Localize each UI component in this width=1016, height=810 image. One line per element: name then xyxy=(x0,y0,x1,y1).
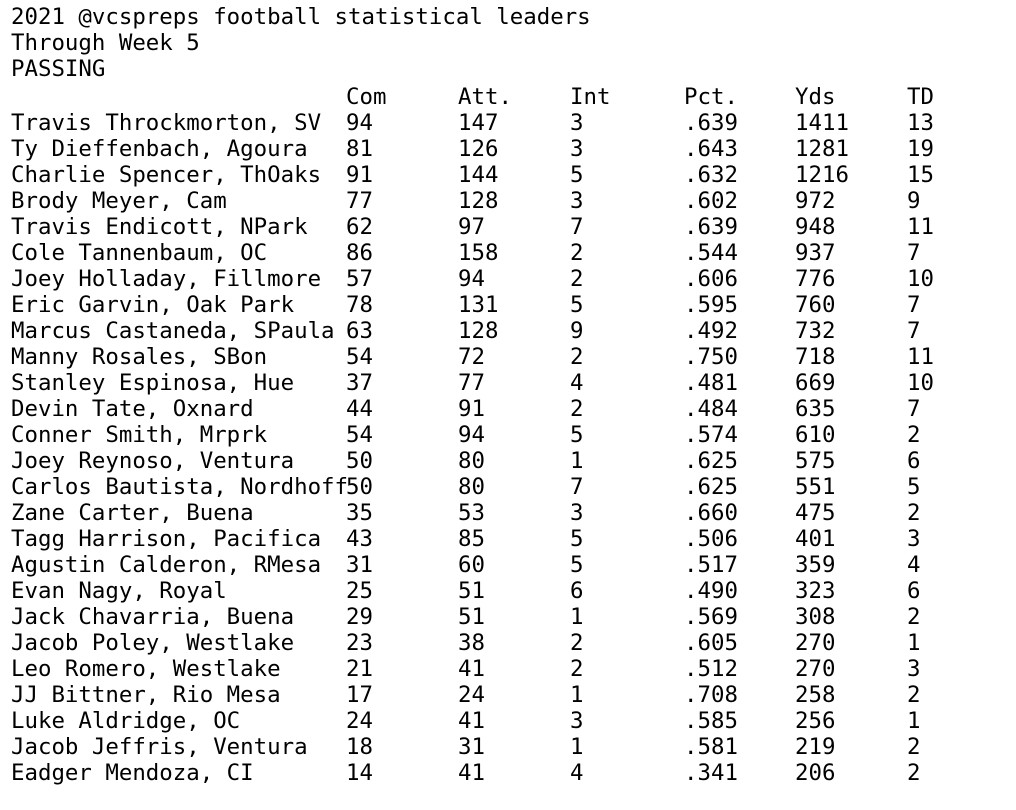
yds-cell: 718 xyxy=(795,344,836,370)
player-cell: Agustin Calderon, RMesa xyxy=(11,552,322,578)
int-cell: 1 xyxy=(570,604,584,630)
int-cell: 5 xyxy=(570,526,584,552)
pct-cell: .506 xyxy=(684,526,738,552)
com-cell: 44 xyxy=(346,396,373,422)
section-title: PASSING xyxy=(11,56,106,82)
page-subtitle: Through Week 5 xyxy=(11,30,200,56)
pct-cell: .544 xyxy=(684,240,738,266)
td-cell: 1 xyxy=(907,630,921,656)
pct-cell: .581 xyxy=(684,734,738,760)
td-cell: 13 xyxy=(907,110,934,136)
att-cell: 131 xyxy=(458,292,499,318)
int-cell: 4 xyxy=(570,370,584,396)
yds-cell: 948 xyxy=(795,214,836,240)
passing-stats-table xyxy=(0,84,1016,786)
com-cell: 35 xyxy=(346,500,373,526)
yds-cell: 1411 xyxy=(795,110,849,136)
td-cell: 10 xyxy=(907,370,934,396)
player-cell: Travis Throckmorton, SV xyxy=(11,110,322,136)
yds-cell: 635 xyxy=(795,396,836,422)
att-cell: 24 xyxy=(458,682,485,708)
yds-cell: 776 xyxy=(795,266,836,292)
table-row xyxy=(0,526,1016,552)
td-cell: 19 xyxy=(907,136,934,162)
player-cell: Eadger Mendoza, CI xyxy=(11,760,254,786)
column-header-td: TD xyxy=(907,84,934,110)
yds-cell: 206 xyxy=(795,760,836,786)
pct-cell: .606 xyxy=(684,266,738,292)
pct-cell: .585 xyxy=(684,708,738,734)
yds-cell: 270 xyxy=(795,656,836,682)
player-cell: Zane Carter, Buena xyxy=(11,500,254,526)
column-header-int: Int xyxy=(570,84,611,110)
att-cell: 53 xyxy=(458,500,485,526)
int-cell: 5 xyxy=(570,552,584,578)
player-cell: Tagg Harrison, Pacifica xyxy=(11,526,322,552)
column-header-att: Att. xyxy=(458,84,512,110)
int-cell: 7 xyxy=(570,214,584,240)
pct-cell: .639 xyxy=(684,110,738,136)
td-cell: 5 xyxy=(907,474,921,500)
td-cell: 6 xyxy=(907,578,921,604)
table-row xyxy=(0,266,1016,292)
player-cell: Jack Chavarria, Buena xyxy=(11,604,295,630)
com-cell: 91 xyxy=(346,162,373,188)
com-cell: 50 xyxy=(346,474,373,500)
table-row xyxy=(0,500,1016,526)
pct-cell: .341 xyxy=(684,760,738,786)
player-cell: Manny Rosales, SBon xyxy=(11,344,268,370)
td-cell: 3 xyxy=(907,656,921,682)
com-cell: 43 xyxy=(346,526,373,552)
yds-cell: 1216 xyxy=(795,162,849,188)
att-cell: 60 xyxy=(458,552,485,578)
td-cell: 11 xyxy=(907,344,934,370)
att-cell: 147 xyxy=(458,110,499,136)
td-cell: 2 xyxy=(907,422,921,448)
att-cell: 85 xyxy=(458,526,485,552)
pct-cell: .517 xyxy=(684,552,738,578)
att-cell: 91 xyxy=(458,396,485,422)
com-cell: 81 xyxy=(346,136,373,162)
td-cell: 7 xyxy=(907,240,921,266)
table-row xyxy=(0,552,1016,578)
player-cell: Stanley Espinosa, Hue xyxy=(11,370,295,396)
table-row xyxy=(0,370,1016,396)
yds-cell: 760 xyxy=(795,292,836,318)
td-cell: 2 xyxy=(907,604,921,630)
int-cell: 2 xyxy=(570,266,584,292)
att-cell: 158 xyxy=(458,240,499,266)
player-cell: Brody Meyer, Cam xyxy=(11,188,227,214)
com-cell: 54 xyxy=(346,422,373,448)
td-cell: 7 xyxy=(907,396,921,422)
int-cell: 2 xyxy=(570,396,584,422)
td-cell: 2 xyxy=(907,500,921,526)
player-cell: Joey Holladay, Fillmore xyxy=(11,266,322,292)
att-cell: 97 xyxy=(458,214,485,240)
int-cell: 9 xyxy=(570,318,584,344)
player-cell: Devin Tate, Oxnard xyxy=(11,396,254,422)
yds-cell: 475 xyxy=(795,500,836,526)
table-row xyxy=(0,682,1016,708)
table-row xyxy=(0,136,1016,162)
att-cell: 94 xyxy=(458,266,485,292)
player-cell: Marcus Castaneda, SPaula xyxy=(11,318,335,344)
table-row xyxy=(0,708,1016,734)
td-cell: 7 xyxy=(907,318,921,344)
yds-cell: 219 xyxy=(795,734,836,760)
com-cell: 77 xyxy=(346,188,373,214)
yds-cell: 401 xyxy=(795,526,836,552)
pct-cell: .750 xyxy=(684,344,738,370)
yds-cell: 359 xyxy=(795,552,836,578)
int-cell: 3 xyxy=(570,110,584,136)
yds-cell: 937 xyxy=(795,240,836,266)
att-cell: 126 xyxy=(458,136,499,162)
int-cell: 2 xyxy=(570,656,584,682)
column-header-com: Com xyxy=(346,84,387,110)
att-cell: 128 xyxy=(458,188,499,214)
td-cell: 2 xyxy=(907,682,921,708)
table-row xyxy=(0,474,1016,500)
att-cell: 144 xyxy=(458,162,499,188)
player-cell: Joey Reynoso, Ventura xyxy=(11,448,295,474)
int-cell: 1 xyxy=(570,734,584,760)
table-header-row xyxy=(0,84,1016,110)
com-cell: 54 xyxy=(346,344,373,370)
int-cell: 1 xyxy=(570,448,584,474)
pct-cell: .490 xyxy=(684,578,738,604)
td-cell: 15 xyxy=(907,162,934,188)
td-cell: 1 xyxy=(907,708,921,734)
com-cell: 18 xyxy=(346,734,373,760)
att-cell: 41 xyxy=(458,656,485,682)
int-cell: 5 xyxy=(570,422,584,448)
com-cell: 57 xyxy=(346,266,373,292)
pct-cell: .574 xyxy=(684,422,738,448)
com-cell: 23 xyxy=(346,630,373,656)
com-cell: 86 xyxy=(346,240,373,266)
td-cell: 9 xyxy=(907,188,921,214)
pct-cell: .595 xyxy=(684,292,738,318)
pct-cell: .602 xyxy=(684,188,738,214)
yds-cell: 732 xyxy=(795,318,836,344)
table-row xyxy=(0,292,1016,318)
yds-cell: 323 xyxy=(795,578,836,604)
com-cell: 78 xyxy=(346,292,373,318)
yds-cell: 575 xyxy=(795,448,836,474)
table-row xyxy=(0,396,1016,422)
yds-cell: 258 xyxy=(795,682,836,708)
com-cell: 25 xyxy=(346,578,373,604)
yds-cell: 551 xyxy=(795,474,836,500)
pct-cell: .625 xyxy=(684,448,738,474)
yds-cell: 270 xyxy=(795,630,836,656)
player-cell: Carlos Bautista, Nordhoff xyxy=(11,474,349,500)
td-cell: 3 xyxy=(907,526,921,552)
table-row xyxy=(0,344,1016,370)
player-cell: JJ Bittner, Rio Mesa xyxy=(11,682,281,708)
player-cell: Conner Smith, Mrprk xyxy=(11,422,268,448)
int-cell: 7 xyxy=(570,474,584,500)
yds-cell: 256 xyxy=(795,708,836,734)
table-row xyxy=(0,214,1016,240)
pct-cell: .492 xyxy=(684,318,738,344)
table-row xyxy=(0,448,1016,474)
com-cell: 62 xyxy=(346,214,373,240)
int-cell: 3 xyxy=(570,500,584,526)
com-cell: 50 xyxy=(346,448,373,474)
td-cell: 11 xyxy=(907,214,934,240)
att-cell: 72 xyxy=(458,344,485,370)
table-row xyxy=(0,760,1016,786)
com-cell: 29 xyxy=(346,604,373,630)
int-cell: 5 xyxy=(570,292,584,318)
table-row xyxy=(0,604,1016,630)
att-cell: 80 xyxy=(458,474,485,500)
pct-cell: .625 xyxy=(684,474,738,500)
column-header-yds: Yds xyxy=(795,84,836,110)
att-cell: 77 xyxy=(458,370,485,396)
att-cell: 31 xyxy=(458,734,485,760)
att-cell: 38 xyxy=(458,630,485,656)
yds-cell: 610 xyxy=(795,422,836,448)
com-cell: 21 xyxy=(346,656,373,682)
com-cell: 17 xyxy=(346,682,373,708)
att-cell: 51 xyxy=(458,578,485,604)
table-row xyxy=(0,240,1016,266)
table-row xyxy=(0,656,1016,682)
pct-cell: .660 xyxy=(684,500,738,526)
player-cell: Ty Dieffenbach, Agoura xyxy=(11,136,308,162)
column-header-pct: Pct. xyxy=(684,84,738,110)
att-cell: 51 xyxy=(458,604,485,630)
table-row xyxy=(0,162,1016,188)
td-cell: 7 xyxy=(907,292,921,318)
pct-cell: .708 xyxy=(684,682,738,708)
att-cell: 41 xyxy=(458,708,485,734)
int-cell: 2 xyxy=(570,344,584,370)
player-cell: Evan Nagy, Royal xyxy=(11,578,227,604)
pct-cell: .643 xyxy=(684,136,738,162)
table-row xyxy=(0,422,1016,448)
yds-cell: 972 xyxy=(795,188,836,214)
com-cell: 63 xyxy=(346,318,373,344)
att-cell: 80 xyxy=(458,448,485,474)
int-cell: 2 xyxy=(570,240,584,266)
att-cell: 41 xyxy=(458,760,485,786)
player-cell: Eric Garvin, Oak Park xyxy=(11,292,295,318)
pct-cell: .605 xyxy=(684,630,738,656)
int-cell: 3 xyxy=(570,708,584,734)
pct-cell: .639 xyxy=(684,214,738,240)
int-cell: 1 xyxy=(570,682,584,708)
yds-cell: 308 xyxy=(795,604,836,630)
int-cell: 3 xyxy=(570,136,584,162)
pct-cell: .632 xyxy=(684,162,738,188)
td-cell: 6 xyxy=(907,448,921,474)
player-cell: Travis Endicott, NPark xyxy=(11,214,308,240)
table-row xyxy=(0,188,1016,214)
table-row xyxy=(0,318,1016,344)
td-cell: 2 xyxy=(907,760,921,786)
int-cell: 5 xyxy=(570,162,584,188)
int-cell: 2 xyxy=(570,630,584,656)
pct-cell: .569 xyxy=(684,604,738,630)
player-cell: Charlie Spencer, ThOaks xyxy=(11,162,322,188)
td-cell: 4 xyxy=(907,552,921,578)
td-cell: 2 xyxy=(907,734,921,760)
yds-cell: 669 xyxy=(795,370,836,396)
player-cell: Luke Aldridge, OC xyxy=(11,708,241,734)
table-row xyxy=(0,630,1016,656)
int-cell: 4 xyxy=(570,760,584,786)
com-cell: 31 xyxy=(346,552,373,578)
table-row xyxy=(0,734,1016,760)
player-cell: Jacob Jeffris, Ventura xyxy=(11,734,308,760)
att-cell: 94 xyxy=(458,422,485,448)
pct-cell: .484 xyxy=(684,396,738,422)
int-cell: 6 xyxy=(570,578,584,604)
int-cell: 3 xyxy=(570,188,584,214)
yds-cell: 1281 xyxy=(795,136,849,162)
player-cell: Cole Tannenbaum, OC xyxy=(11,240,268,266)
pct-cell: .512 xyxy=(684,656,738,682)
com-cell: 37 xyxy=(346,370,373,396)
page-title: 2021 @vcspreps football statistical leaders xyxy=(11,4,591,30)
com-cell: 24 xyxy=(346,708,373,734)
td-cell: 10 xyxy=(907,266,934,292)
att-cell: 128 xyxy=(458,318,499,344)
com-cell: 94 xyxy=(346,110,373,136)
pct-cell: .481 xyxy=(684,370,738,396)
table-row xyxy=(0,110,1016,136)
player-cell: Jacob Poley, Westlake xyxy=(11,630,295,656)
com-cell: 14 xyxy=(346,760,373,786)
player-cell: Leo Romero, Westlake xyxy=(11,656,281,682)
table-row xyxy=(0,578,1016,604)
